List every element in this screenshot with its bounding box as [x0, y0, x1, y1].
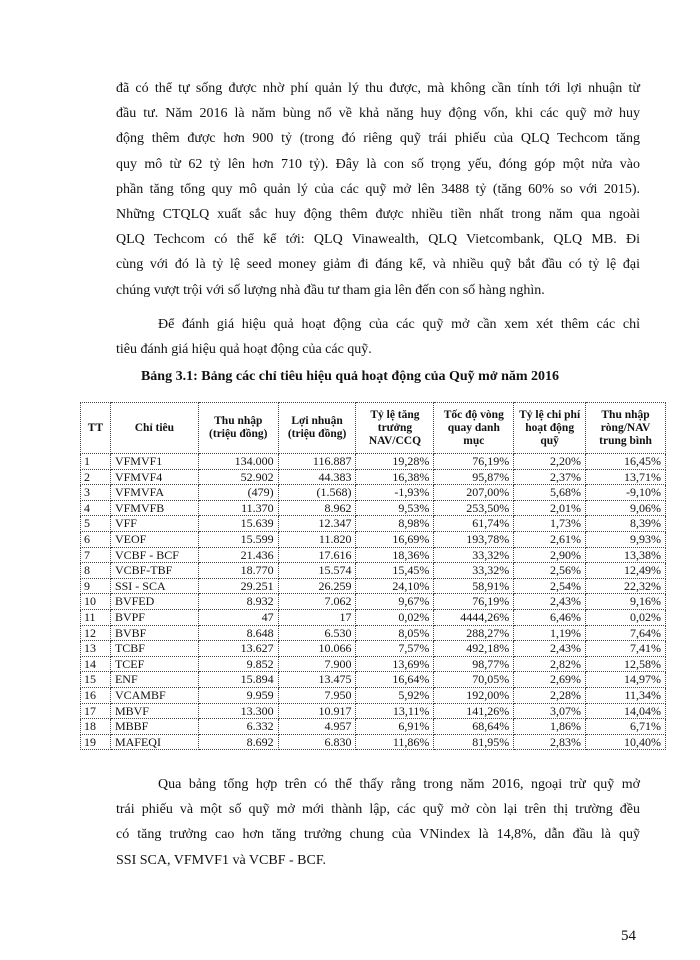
table-cell: 0,02% [356, 609, 434, 625]
table-row [81, 609, 666, 625]
table-cell: 2,69% [514, 672, 586, 688]
table-cell: 58,91% [434, 578, 514, 594]
table-cell: 8.648 [198, 625, 278, 641]
table-cell: BVBF [110, 625, 198, 641]
table-cell: 19,28% [356, 454, 434, 470]
table-cell: VEOF [110, 531, 198, 547]
table-cell: 13,11% [356, 703, 434, 719]
table-cell: 8.932 [198, 594, 278, 610]
table-cell: 1 [81, 454, 111, 470]
table-cell: 12.347 [278, 516, 356, 532]
table-cell: 8 [81, 563, 111, 579]
table-row [81, 594, 666, 610]
table-cell: 7 [81, 547, 111, 563]
table-cell: 3,07% [514, 703, 586, 719]
table-cell: TCBF [110, 641, 198, 657]
text-line: phần tăng tổng quy mô quản lý của các quỹ mở lên 3488 tỷ (tăng 60% so với 2015). [116, 181, 640, 197]
table-cell: -1,93% [356, 485, 434, 501]
text-line: Để đánh giá hiệu quả hoạt động của các quỹ mở cần xem xét thêm các chỉ [158, 317, 640, 332]
table-cell: MAFEQI [110, 734, 198, 750]
table-cell: 9,53% [356, 500, 434, 516]
table-cell: 2,43% [514, 641, 586, 657]
table-cell: 8.692 [198, 734, 278, 750]
table-cell: 6,91% [356, 719, 434, 735]
table-cell: 5,68% [514, 485, 586, 501]
table-cell: 253,50% [434, 500, 514, 516]
table-cell: 9,67% [356, 594, 434, 610]
text-line: tiêu đánh giá hiệu quả hoạt động của các quỹ. [116, 342, 372, 358]
table-cell: 192,00% [434, 687, 514, 703]
col-header: Tốc độ vòng quay danh mục [434, 403, 514, 454]
table-cell: 492,18% [434, 641, 514, 657]
table-cell: 18.770 [198, 563, 278, 579]
table-cell: VCAMBF [110, 687, 198, 703]
text-line: Những CTQLQ xuất sắc huy động thêm được nhiều tiền nhất trong năm qua ngoài [116, 206, 640, 222]
text-line: đã có thể tự sống được nhờ phí quản lý thu được, mà không cần tính tới lợi nhuận từ [116, 81, 640, 96]
text-line: chúng vượt trội với số lượng nhà đầu tư tham gia lên đến con số hàng nghìn. [116, 282, 545, 298]
table-cell: 68,64% [434, 719, 514, 735]
table-cell: 2 [81, 469, 111, 485]
table-cell: 18,36% [356, 547, 434, 563]
table-row [81, 469, 666, 485]
table-cell: MBBF [110, 719, 198, 735]
table-row [81, 703, 666, 719]
table-cell: VFMVFA [110, 485, 198, 501]
table-cell: ENF [110, 672, 198, 688]
table-header-row [81, 403, 666, 454]
table-cell: 14,97% [586, 672, 666, 688]
text-line: cùng với đó là tỷ lệ seed money giảm đi đáng kể, và nhiều quỹ bắt đầu có tỷ lệ đại [116, 257, 640, 273]
table-cell: 13.300 [198, 703, 278, 719]
table-cell: VFF [110, 516, 198, 532]
table-cell: 2,20% [514, 454, 586, 470]
table-cell: 21.436 [198, 547, 278, 563]
table-cell: VFMVF4 [110, 469, 198, 485]
table-cell: 95,87% [434, 469, 514, 485]
table-cell: 9,16% [586, 594, 666, 610]
table-cell: 7.950 [278, 687, 356, 703]
table-row [81, 656, 666, 672]
table-cell: 11 [81, 609, 111, 625]
table-row [81, 531, 666, 547]
table-cell: 7,41% [586, 641, 666, 657]
table-cell: 15.599 [198, 531, 278, 547]
table-row [81, 625, 666, 641]
table-cell: -9,10% [586, 485, 666, 501]
table-cell: 16,64% [356, 672, 434, 688]
table-cell: 6,46% [514, 609, 586, 625]
table-cell: 13,38% [586, 547, 666, 563]
col-header: Lợi nhuận (triệu đồng) [278, 403, 356, 454]
table-cell: 18 [81, 719, 111, 735]
table-cell: 1,86% [514, 719, 586, 735]
table-cell: SSI - SCA [110, 578, 198, 594]
table-cell: 44.383 [278, 469, 356, 485]
table-cell: 6.332 [198, 719, 278, 735]
table-row [81, 641, 666, 657]
table-cell: 15.639 [198, 516, 278, 532]
table-cell: 98,77% [434, 656, 514, 672]
table-cell: 9,06% [586, 500, 666, 516]
paragraph-1 [116, 76, 640, 303]
table-row [81, 719, 666, 735]
table-cell: 14,04% [586, 703, 666, 719]
table-cell: 12,49% [586, 563, 666, 579]
table-row [81, 734, 666, 750]
table-cell: 6.830 [278, 734, 356, 750]
text-line: có tăng trưởng cao hơn tăng trưởng chung của VNindex là 14,8%, dẫn đầu là quỹ [116, 827, 640, 843]
table-cell: TCEF [110, 656, 198, 672]
table-cell: 8,39% [586, 516, 666, 532]
table-cell: 17 [81, 703, 111, 719]
table-cell: 14 [81, 656, 111, 672]
table-cell: 13.475 [278, 672, 356, 688]
table-cell: 47 [198, 609, 278, 625]
text-line: QLQ Techcom có thể kể tới: QLQ Vinawealth, QLQ Vietcombank, QLQ MB. Đi [116, 232, 640, 248]
table-cell: 207,00% [434, 485, 514, 501]
table-cell: 10 [81, 594, 111, 610]
table-cell: 5 [81, 516, 111, 532]
table-cell: 193,78% [434, 531, 514, 547]
table-cell: 9 [81, 578, 111, 594]
table-cell: 8,98% [356, 516, 434, 532]
table-cell: 11,34% [586, 687, 666, 703]
table-cell: MBVF [110, 703, 198, 719]
table-cell: 9.852 [198, 656, 278, 672]
col-header: Thu nhập (triệu đồng) [198, 403, 278, 454]
table-cell: 13,71% [586, 469, 666, 485]
col-header: TT [81, 403, 111, 454]
table-cell: 10,40% [586, 734, 666, 750]
table-cell: 13.627 [198, 641, 278, 657]
table-cell: 1,73% [514, 516, 586, 532]
table-row [81, 516, 666, 532]
table-cell: 10.917 [278, 703, 356, 719]
table-cell: VFMVF1 [110, 454, 198, 470]
table-cell: BVFED [110, 594, 198, 610]
table-cell: 7,57% [356, 641, 434, 657]
table-cell: 0,02% [586, 609, 666, 625]
table-cell: 16,38% [356, 469, 434, 485]
table-cell: 13 [81, 641, 111, 657]
table-cell: 2,28% [514, 687, 586, 703]
table-cell: 33,32% [434, 547, 514, 563]
table-cell: 11.820 [278, 531, 356, 547]
table-cell: 7.062 [278, 594, 356, 610]
table-cell: 6 [81, 531, 111, 547]
table-cell: 4.957 [278, 719, 356, 735]
table-cell: 22,32% [586, 578, 666, 594]
paragraph-3 [116, 772, 640, 873]
col-header: Tỷ lệ tăng trưởng NAV/CCQ [356, 403, 434, 454]
col-header: Thu nhập ròng/NAV trung bình [586, 403, 666, 454]
table-cell: 2,43% [514, 594, 586, 610]
table-cell: VFMVFB [110, 500, 198, 516]
table-cell: 2,61% [514, 531, 586, 547]
table-cell: 6,71% [586, 719, 666, 735]
page-number: 54 [621, 928, 636, 944]
table-cell: 4444,26% [434, 609, 514, 625]
table-row [81, 563, 666, 579]
table-cell: 81,95% [434, 734, 514, 750]
table-cell: 15,45% [356, 563, 434, 579]
table-cell: 26.259 [278, 578, 356, 594]
table-cell: 13,69% [356, 656, 434, 672]
table-cell: (479) [198, 485, 278, 501]
table-cell: 76,19% [434, 594, 514, 610]
table-cell: 11.370 [198, 500, 278, 516]
table-cell: 116.887 [278, 454, 356, 470]
table-cell: 3 [81, 485, 111, 501]
table-cell: BVPF [110, 609, 198, 625]
col-header: Tỷ lệ chi phí hoạt động quỹ [514, 403, 586, 454]
table-cell: 9,93% [586, 531, 666, 547]
table-cell: 1,19% [514, 625, 586, 641]
table-cell: 6.530 [278, 625, 356, 641]
table-cell: 8.962 [278, 500, 356, 516]
paragraph-2 [116, 312, 640, 362]
table-cell: 4 [81, 500, 111, 516]
table-cell: 76,19% [434, 454, 514, 470]
table-cell: 2,83% [514, 734, 586, 750]
text-line: quy mô từ 62 tỷ lên hơn 710 tỷ). Đây là con số trọng yếu, đóng góp một nửa vào [116, 156, 640, 172]
table-cell: 2,37% [514, 469, 586, 485]
text-line: động thêm được hơn 900 tỷ (trong đó riêng quỹ trái phiếu của QLQ Techcom tăng [116, 131, 640, 147]
text-line: đầu tư. Năm 2016 là năm bùng nổ về khả năng huy động vốn, khi các quỹ mở huy [116, 106, 640, 122]
table-cell: 9.959 [198, 687, 278, 703]
table-row [81, 672, 666, 688]
table-cell: 70,05% [434, 672, 514, 688]
table-cell: 5,92% [356, 687, 434, 703]
table-cell: 12,58% [586, 656, 666, 672]
table-cell: 2,56% [514, 563, 586, 579]
table-cell: 61,74% [434, 516, 514, 532]
table-cell: 17 [278, 609, 356, 625]
text-line: Qua bảng tổng hợp trên có thể thấy rằng trong năm 2016, ngoại trừ quỹ mở [158, 777, 640, 792]
table-cell: 2,82% [514, 656, 586, 672]
table-cell: VCBF - BCF [110, 547, 198, 563]
table-cell: 52.902 [198, 469, 278, 485]
table-cell: 10.066 [278, 641, 356, 657]
table-cell: 16,45% [586, 454, 666, 470]
table-cell: 2,54% [514, 578, 586, 594]
table-cell: 134.000 [198, 454, 278, 470]
text-line: trái phiếu và một số quỹ mở mới thành lập, các quỹ mở còn lại trên thị trường đều [116, 802, 640, 818]
performance-table [80, 402, 666, 750]
table-cell: 19 [81, 734, 111, 750]
table-cell: 2,90% [514, 547, 586, 563]
table-cell: 33,32% [434, 563, 514, 579]
table-row [81, 687, 666, 703]
table-cell: 15.574 [278, 563, 356, 579]
table-caption: Bảng 3.1: Bảng các chỉ tiêu hiệu quả hoạt động của Quỹ mở năm 2016 [140, 369, 560, 384]
table-cell: 2,01% [514, 500, 586, 516]
table-cell: 141,26% [434, 703, 514, 719]
col-header: Chỉ tiêu [110, 403, 198, 454]
table-cell: 7.900 [278, 656, 356, 672]
table-cell: 24,10% [356, 578, 434, 594]
table-cell: 288,27% [434, 625, 514, 641]
table-cell: 8,05% [356, 625, 434, 641]
table-row [81, 500, 666, 516]
table-cell: 16,69% [356, 531, 434, 547]
table-cell: (1.568) [278, 485, 356, 501]
table-row [81, 454, 666, 470]
table-body [81, 454, 666, 750]
table-cell: 17.616 [278, 547, 356, 563]
table-cell: 7,64% [586, 625, 666, 641]
text-line: SSI SCA, VFMVF1 và VCBF - BCF. [116, 852, 326, 868]
table-cell: 16 [81, 687, 111, 703]
table-row [81, 578, 666, 594]
table-cell: 15 [81, 672, 111, 688]
table-row [81, 547, 666, 563]
table-cell: 15.894 [198, 672, 278, 688]
table-row [81, 485, 666, 501]
table-cell: 29.251 [198, 578, 278, 594]
table-cell: 12 [81, 625, 111, 641]
table-cell: VCBF-TBF [110, 563, 198, 579]
table-cell: 11,86% [356, 734, 434, 750]
